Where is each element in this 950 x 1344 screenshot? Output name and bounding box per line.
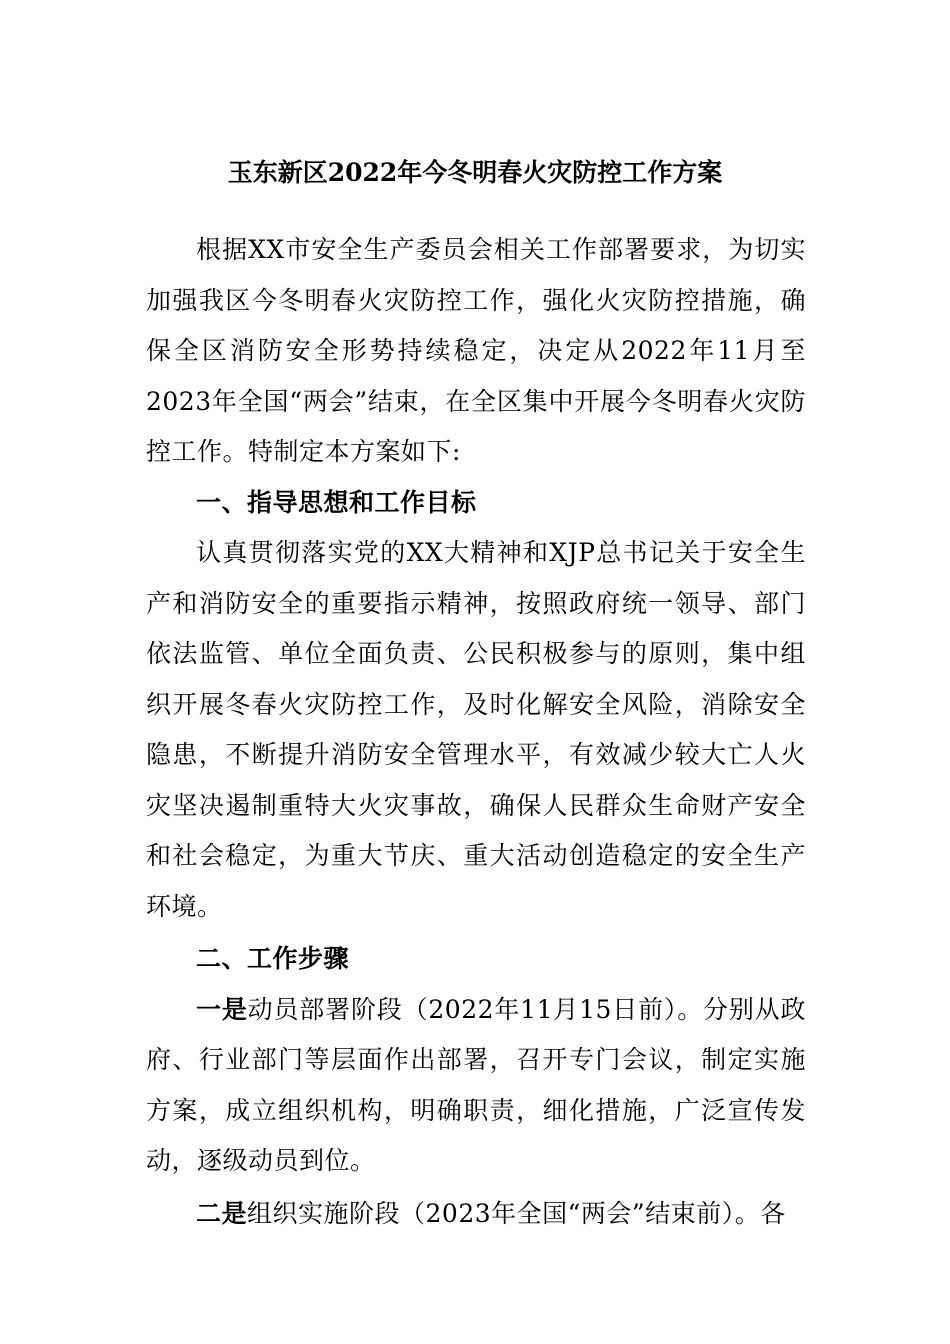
document-title: 玉东新区2022年今冬明春火灾防控工作方案: [227, 158, 723, 187]
step-two-paragraph: [146, 1189, 806, 1240]
step-two-text: 组织实施阶段（2023年全国“两会”结束前）。各: [247, 1198, 786, 1228]
section-heading-work-steps: 二、工作步骤: [196, 944, 350, 973]
step-one-lead: 一是: [196, 994, 248, 1024]
section-heading-guiding-principles: 一、指导思想和工作目标: [196, 487, 477, 517]
step-one-text: 动员部署阶段（2022年11月15日前）。分别从政府、行业部门等层面作出部署，召开专门会议，制定实施方案，成立组织机构，明确职责，细化措施，广泛宣传发动，逐级动员到位。: [146, 994, 806, 1175]
step-two-lead: 二是: [196, 1198, 248, 1228]
guiding-principles-paragraph: 认真贯彻落实党的XX大精神和XJP总书记关于安全生产和消防安全的重要指示精神，按照政府统一领导、部门依法监管、单位全面负责、公民积极参与的原则，集中组织开展冬春火灾防控工作，及时化解安全风险，消除安全隐患，不断提升消防安全管理水平，有效减少较大亡人火灾坚决遏制重特大火灾事故，确保人民群众生命财产安全和社会稳定，为重大节庆、重大活动创造稳定的安全生产环境。: [146, 538, 806, 921]
intro-paragraph: 根据XX市安全生产委员会相关工作部署要求，为切实加强我区今冬明春火灾防控工作，强化火灾防控措施，确保全区消防安全形势持续稳定，决定从2022年11月至2023年全国“两会”结束，在全区集中开展今冬明春火灾防控工作。特制定本方案如下:: [146, 235, 806, 466]
document-body: [146, 225, 806, 1239]
step-one-paragraph: [146, 985, 806, 1187]
